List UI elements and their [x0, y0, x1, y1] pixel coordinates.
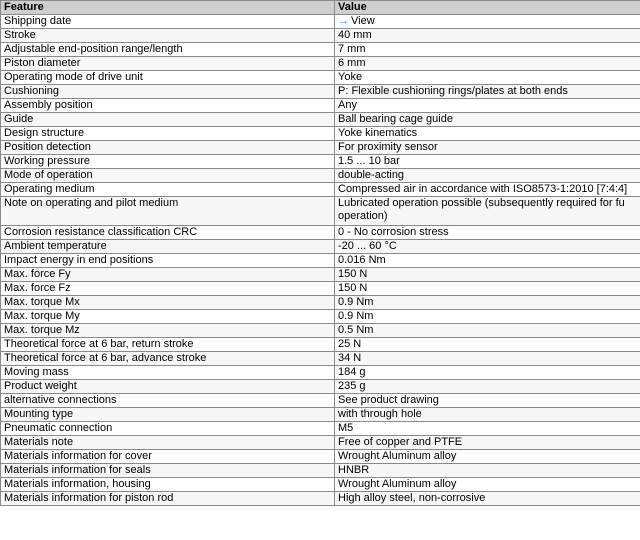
value-cell: HNBR — [335, 464, 640, 478]
table-row — [1, 408, 640, 422]
feature-cell: Max. torque Mx — [1, 296, 335, 310]
feature-column-header: Feature — [1, 1, 335, 15]
value-cell: 0 - No corrosion stress — [335, 226, 640, 240]
value-cell: -20 ... 60 °C — [335, 240, 640, 254]
value-cell: double-acting — [335, 169, 640, 183]
feature-cell: Max. torque Mz — [1, 324, 335, 338]
table-row — [1, 254, 640, 268]
value-cell: Yoke kinematics — [335, 127, 640, 141]
feature-cell: Materials information for piston rod — [1, 492, 335, 506]
feature-cell: Adjustable end-position range/length — [1, 43, 335, 57]
value-cell: See product drawing — [335, 394, 640, 408]
shipping-date-view-link[interactable]: View — [351, 15, 375, 27]
value-cell: 0.9 Nm — [335, 310, 640, 324]
table-row — [1, 240, 640, 254]
table-row — [1, 113, 640, 127]
table-row — [1, 183, 640, 197]
value-cell: with through hole — [335, 408, 640, 422]
table-row — [1, 71, 640, 85]
table-body — [1, 15, 640, 506]
feature-cell: Guide — [1, 113, 335, 127]
value-cell: Wrought Aluminum alloy — [335, 450, 640, 464]
value-cell: Any — [335, 99, 640, 113]
table-row — [1, 268, 640, 282]
table-row — [1, 57, 640, 71]
table-row — [1, 478, 640, 492]
value-cell: For proximity sensor — [335, 141, 640, 155]
table-row — [1, 394, 640, 408]
value-cell[interactable] — [335, 15, 640, 29]
feature-cell: Max. force Fy — [1, 268, 335, 282]
value-cell: 0.5 Nm — [335, 324, 640, 338]
feature-cell: Mode of operation — [1, 169, 335, 183]
table-row — [1, 450, 640, 464]
table-row — [1, 380, 640, 394]
feature-cell: Materials information, housing — [1, 478, 335, 492]
value-cell: 150 N — [335, 268, 640, 282]
value-cell: 6 mm — [335, 57, 640, 71]
feature-cell: Design structure — [1, 127, 335, 141]
table-row — [1, 366, 640, 380]
feature-cell: Pneumatic connection — [1, 422, 335, 436]
feature-cell: Assembly position — [1, 99, 335, 113]
table-row — [1, 29, 640, 43]
value-cell: Wrought Aluminum alloy — [335, 478, 640, 492]
arrow-right-icon: → — [338, 15, 349, 27]
value-cell: Free of copper and PTFE — [335, 436, 640, 450]
value-column-header: Value — [335, 1, 640, 15]
table-row — [1, 310, 640, 324]
table-row — [1, 492, 640, 506]
table-row — [1, 436, 640, 450]
value-cell: 34 N — [335, 352, 640, 366]
table-row — [1, 155, 640, 169]
table-row — [1, 282, 640, 296]
feature-cell: Max. torque My — [1, 310, 335, 324]
feature-cell: Operating medium — [1, 183, 335, 197]
feature-cell: Piston diameter — [1, 57, 335, 71]
feature-cell: Shipping date — [1, 15, 335, 29]
value-cell: 40 mm — [335, 29, 640, 43]
table-row — [1, 43, 640, 57]
value-cell: P: Flexible cushioning rings/plates at both ends — [335, 85, 640, 99]
value-cell: Compressed air in accordance with ISO8573-1:2010 [7:4:4] — [335, 183, 640, 197]
feature-cell: Stroke — [1, 29, 335, 43]
value-cell: Lubricated operation possible (subsequently required for fu operation) — [335, 197, 640, 226]
value-cell: 0.9 Nm — [335, 296, 640, 310]
table-row — [1, 324, 640, 338]
table-header-row — [1, 1, 640, 15]
value-cell: Ball bearing cage guide — [335, 113, 640, 127]
value-cell: M5 — [335, 422, 640, 436]
feature-cell: Theoretical force at 6 bar, advance stroke — [1, 352, 335, 366]
feature-cell: Note on operating and pilot medium — [1, 197, 335, 226]
value-cell: 150 N — [335, 282, 640, 296]
feature-cell: Ambient temperature — [1, 240, 335, 254]
table-row — [1, 338, 640, 352]
feature-cell: Product weight — [1, 380, 335, 394]
feature-cell: Operating mode of drive unit — [1, 71, 335, 85]
feature-cell: Theoretical force at 6 bar, return stroke — [1, 338, 335, 352]
value-cell: High alloy steel, non-corrosive — [335, 492, 640, 506]
value-cell: Yoke — [335, 71, 640, 85]
feature-cell: Working pressure — [1, 155, 335, 169]
feature-cell: Materials note — [1, 436, 335, 450]
value-cell: 235 g — [335, 380, 640, 394]
table-row — [1, 127, 640, 141]
feature-cell: Mounting type — [1, 408, 335, 422]
feature-cell: Materials information for seals — [1, 464, 335, 478]
value-cell: 1.5 ... 10 bar — [335, 155, 640, 169]
value-cell: 0.016 Nm — [335, 254, 640, 268]
table-row — [1, 141, 640, 155]
table-row — [1, 296, 640, 310]
table-row — [1, 422, 640, 436]
table-row — [1, 226, 640, 240]
table-row — [1, 15, 640, 29]
feature-cell: alternative connections — [1, 394, 335, 408]
table-row — [1, 99, 640, 113]
value-cell: 7 mm — [335, 43, 640, 57]
value-cell: 184 g — [335, 366, 640, 380]
table-row — [1, 352, 640, 366]
table-row — [1, 197, 640, 226]
feature-cell: Impact energy in end positions — [1, 254, 335, 268]
feature-cell: Position detection — [1, 141, 335, 155]
value-cell: 25 N — [335, 338, 640, 352]
feature-cell: Moving mass — [1, 366, 335, 380]
feature-cell: Cushioning — [1, 85, 335, 99]
feature-cell: Corrosion resistance classification CRC — [1, 226, 335, 240]
table-row — [1, 464, 640, 478]
feature-cell: Materials information for cover — [1, 450, 335, 464]
table-row — [1, 169, 640, 183]
feature-cell: Max. force Fz — [1, 282, 335, 296]
table-row — [1, 85, 640, 99]
